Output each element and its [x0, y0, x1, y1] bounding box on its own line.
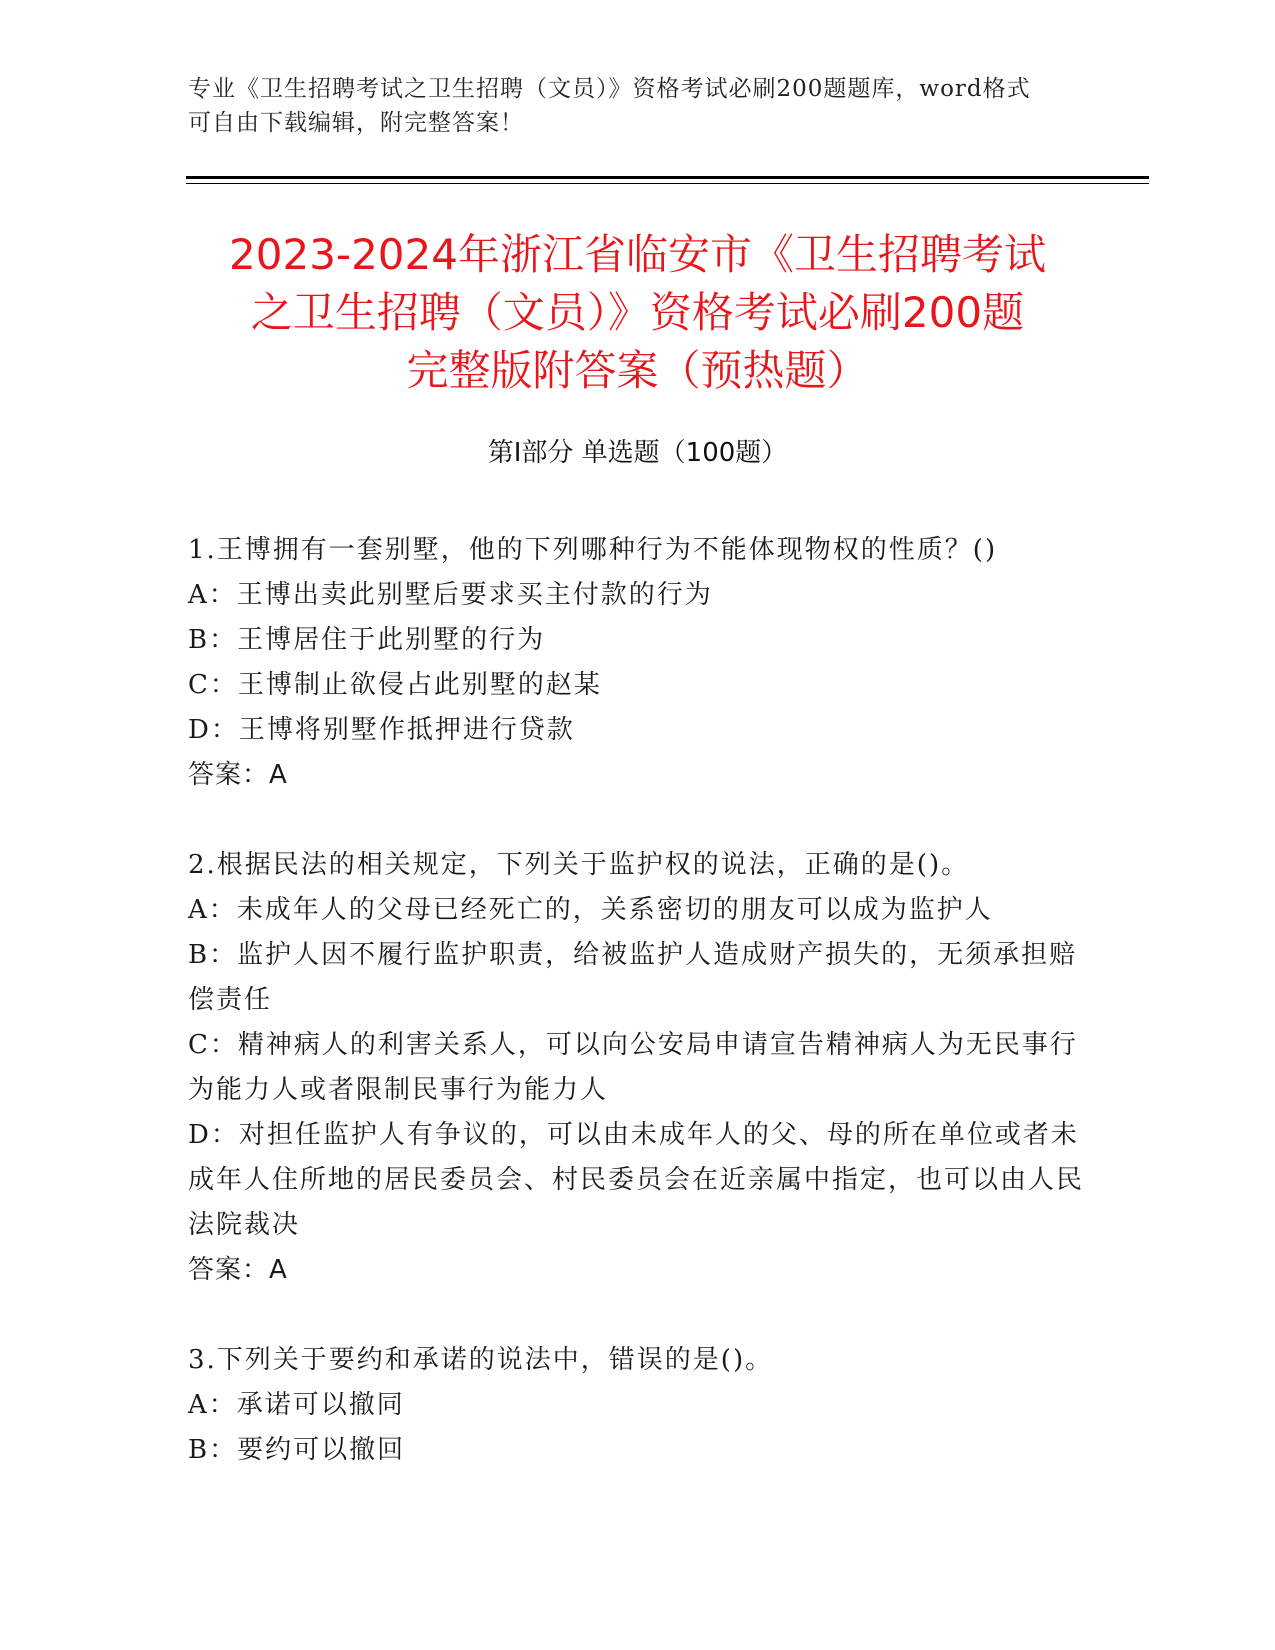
option-b: B：要约可以撤回 [188, 1435, 406, 1465]
option-b: B：监护人因不履行监护职责，给被监护人造成财产损失的，无须承担赔偿责任 [188, 940, 1078, 1015]
header-rule-thin [186, 183, 1149, 184]
title-line-1: 2023-2024年浙江省临安市《卫生招聘考试 [229, 230, 1046, 279]
question-stem: 1.王博拥有一套别墅，他的下列哪种行为不能体现物权的性质？() [188, 535, 998, 565]
document-title [140, 226, 1135, 400]
option-c: C：王博制止欲侵占此别墅的赵某 [188, 670, 602, 700]
header-note [188, 72, 1088, 140]
option-d: D：对担任监护人有争议的，可以由未成年人的父、母的所在单位或者未成年人住所地的居民委员会、村民委员会在近亲属中指定，也可以由人民法院裁决 [188, 1120, 1085, 1240]
title-line-2: 之卫生招聘（文员）》资格考试必刷200题 [250, 288, 1025, 337]
answer: 答案：A [188, 1255, 288, 1285]
header-rule-thick [186, 176, 1149, 179]
header-note-line-2: 可自由下载编辑，附完整答案！ [188, 110, 524, 136]
question-item [188, 528, 1088, 798]
header-note-line-1: 专业《卫生招聘考试之卫生招聘（文员）》资格考试必刷200题题库，word格式 [188, 76, 1031, 102]
section-title: 第Ⅰ部分 单选题（100题） [487, 438, 788, 468]
option-d: D：王博将别墅作抵押进行贷款 [188, 715, 575, 745]
answer: 答案：A [188, 760, 288, 790]
option-a: A：未成年人的父母已经死亡的，关系密切的朋友可以成为监护人 [188, 895, 993, 925]
question-list [188, 528, 1088, 1518]
question-stem: 2.根据民法的相关规定，下列关于监护权的说法，正确的是()。 [188, 850, 970, 880]
question-item [188, 1338, 1088, 1473]
option-a: A：承诺可以撤同 [188, 1390, 405, 1420]
option-b: B：王博居住于此别墅的行为 [188, 625, 546, 655]
question-stem: 3.下列关于要约和承诺的说法中，错误的是()。 [188, 1345, 774, 1375]
option-a: A：王博出卖此别墅后要求买主付款的行为 [188, 580, 713, 610]
question-item [188, 843, 1088, 1293]
title-line-3: 完整版附答案（预热题） [406, 346, 869, 395]
option-c: C：精神病人的利害关系人，可以向公安局申请宣告精神病人为无民事行为能力人或者限制民事行为能力人 [188, 1030, 1078, 1105]
